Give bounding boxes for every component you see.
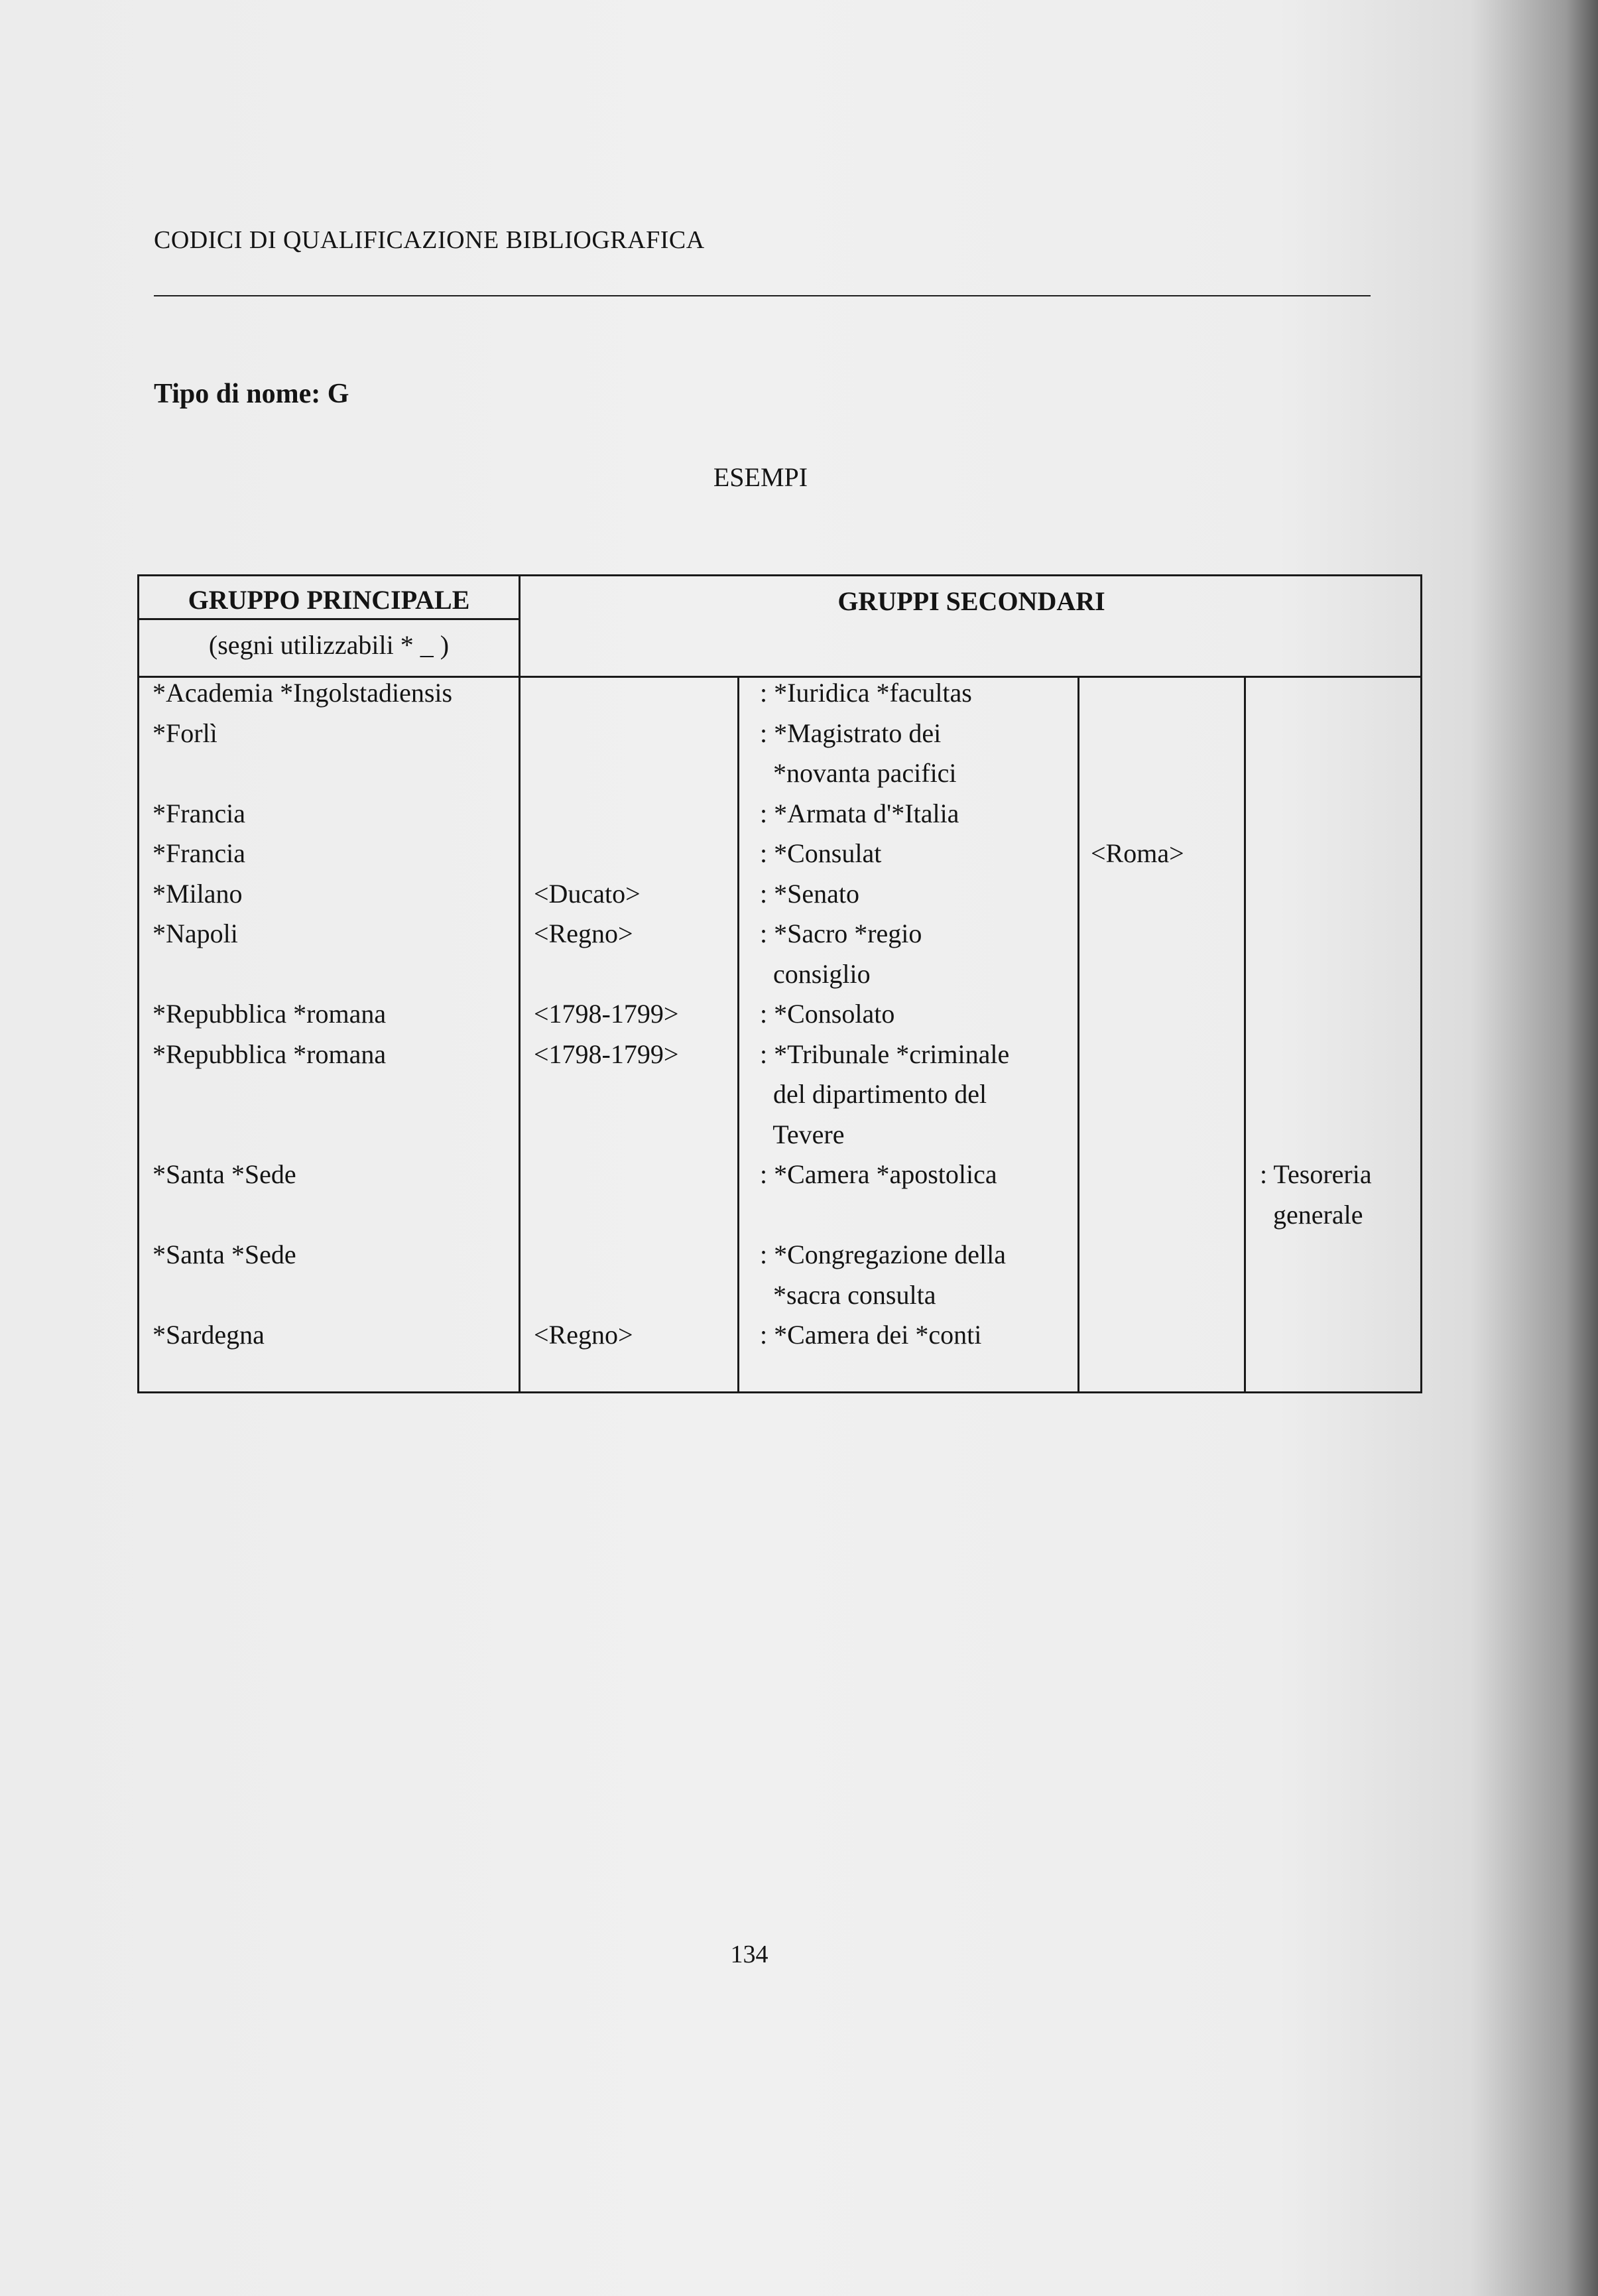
terzo-row: [1260, 1275, 1372, 1316]
secondario-row: : *Tribunale *criminale: [760, 1039, 1010, 1069]
secondario-row: : *Consolato: [760, 999, 895, 1029]
qualificazione-row: [534, 1235, 678, 1275]
terzo-row: [1260, 994, 1372, 1035]
principale-row: [153, 1275, 452, 1316]
qualificazione-row: [534, 1275, 678, 1316]
qualificazione-2-row: [1091, 1275, 1184, 1316]
header-gruppo-principale: GRUPPO PRINCIPALE: [188, 585, 470, 615]
qualificazione-row: [534, 794, 678, 834]
qualificazione-row: <Regno>: [534, 919, 633, 948]
qualificazione-row: [534, 1115, 678, 1155]
principale-row: *Santa *Sede: [153, 1159, 296, 1189]
secondario-row: : *Camera *apostolica: [760, 1159, 997, 1189]
principale-row: [153, 1195, 452, 1236]
qualificazione-2-row: [1091, 1195, 1184, 1236]
principale-row: [153, 1074, 452, 1115]
terzo-row: [1260, 874, 1372, 915]
column-divider-3: [1077, 676, 1079, 1391]
qualificazione-2-row: [1091, 914, 1184, 954]
principale-row: *Repubblica *romana: [153, 1039, 387, 1069]
secondario-row: : *Consulat: [760, 838, 882, 868]
qualificazione-2-row: [1091, 753, 1184, 794]
secondario-row: : *Camera dei *conti: [760, 1320, 982, 1350]
terzo-row: [1260, 753, 1372, 794]
principale-row: *Forlì: [153, 718, 217, 748]
qualificazione-2-row: [1091, 714, 1184, 754]
qualificazione-row: <Ducato>: [534, 878, 641, 909]
qualificazione-2-row: [1091, 1315, 1184, 1356]
principale-row: [153, 1115, 452, 1155]
secondario-row: : *Sacro *regio: [760, 919, 922, 948]
qualificazione-row: [534, 714, 678, 754]
terzo-row: [1260, 794, 1372, 834]
page-number-text: 134: [730, 1941, 768, 1968]
qualificazione-row: [534, 954, 678, 995]
qualificazione-row: [534, 673, 678, 714]
terzo-row: [1260, 914, 1372, 954]
secondario-row: : *Senato: [760, 878, 859, 909]
secondario-row: : *Magistrato dei: [760, 718, 942, 748]
secondario-row: del dipartimento del: [760, 1079, 987, 1109]
principale-row: *Santa *Sede: [153, 1240, 296, 1269]
header-rule: [154, 295, 1371, 296]
terzo-row: [1260, 714, 1372, 754]
qualificazione-row: <Regno>: [534, 1320, 633, 1350]
secondario-row: : *Iuridica *facultas: [760, 678, 972, 708]
principale-row: *Napoli: [153, 919, 238, 948]
qualificazione-row: <1798-1799>: [534, 999, 679, 1029]
qualificazione-row: [534, 753, 678, 794]
secondario-row: Tevere: [760, 1119, 845, 1149]
secondario-row: [760, 1195, 1009, 1236]
secondario-row: *novanta pacifici: [760, 758, 957, 788]
examples-table: [137, 574, 1422, 1393]
principale-row: *Francia: [153, 798, 245, 828]
secondario-row: *sacra consulta: [760, 1279, 936, 1310]
terzo-row: [1260, 1315, 1372, 1356]
qualificazione-2-row: <Roma>: [1091, 838, 1184, 868]
secondario-row: consiglio: [760, 958, 871, 989]
column-divider-main: [519, 576, 521, 1391]
terzo-row: [1260, 1074, 1372, 1115]
terzo-row: [1260, 1035, 1372, 1075]
header-segni-utilizzabili: (segni utilizzabili * _ ): [208, 630, 450, 660]
principale-row: *Academia *Ingolstadiensis: [153, 678, 453, 708]
header-subrule: [139, 618, 519, 620]
terzo-row: [1260, 834, 1372, 874]
qualificazione-2-row: [1091, 1235, 1184, 1275]
running-head: CODICI DI QUALIFICAZIONE BIBLIOGRAFICA: [154, 226, 705, 254]
principale-row: [153, 954, 452, 995]
column-qualificazione-secondaria: [1091, 673, 1184, 1356]
qualificazione-row: [534, 1155, 678, 1195]
terzo-row: [1260, 954, 1372, 995]
column-divider-2: [737, 676, 739, 1391]
terzo-row: [1260, 673, 1372, 714]
column-terzo-gruppo: [1260, 673, 1372, 1356]
qualificazione-2-row: [1091, 954, 1184, 995]
principale-row: *Sardegna: [153, 1320, 265, 1350]
qualificazione-2-row: [1091, 1074, 1184, 1115]
examples-title: [0, 462, 1598, 493]
terzo-row: [1260, 1115, 1372, 1155]
section-title: Tipo di nome: G: [154, 379, 349, 409]
principale-row: [153, 753, 452, 794]
terzo-row: generale: [1260, 1199, 1363, 1230]
column-gruppo-secondario: [760, 673, 1009, 1356]
terzo-row: [1260, 1235, 1372, 1275]
qualificazione-row: [534, 1074, 678, 1115]
qualificazione-2-row: [1091, 673, 1184, 714]
column-gruppo-principale: [153, 673, 452, 1356]
principale-row: *Francia: [153, 838, 245, 868]
secondario-row: : *Congregazione della: [760, 1240, 1006, 1269]
examples-title-text: ESEMPI: [713, 462, 808, 492]
secondario-row: : *Armata d'*Italia: [760, 798, 959, 828]
qualificazione-2-row: [1091, 1155, 1184, 1195]
column-qualificazione: [534, 673, 678, 1356]
qualificazione-2-row: [1091, 874, 1184, 915]
qualificazione-row: [534, 834, 678, 874]
principale-row: *Milano: [153, 878, 243, 909]
qualificazione-2-row: [1091, 794, 1184, 834]
header-gruppi-secondari: GRUPPI SECONDARI: [837, 586, 1105, 616]
qualificazione-row: [534, 1195, 678, 1236]
principale-row: *Repubblica *romana: [153, 999, 387, 1029]
qualificazione-2-row: [1091, 1035, 1184, 1075]
page-number: [0, 1940, 1598, 1969]
qualificazione-2-row: [1091, 1115, 1184, 1155]
column-divider-4: [1244, 676, 1246, 1391]
qualificazione-2-row: [1091, 994, 1184, 1035]
qualificazione-row: <1798-1799>: [534, 1039, 679, 1069]
terzo-row: : Tesoreria: [1260, 1159, 1372, 1189]
